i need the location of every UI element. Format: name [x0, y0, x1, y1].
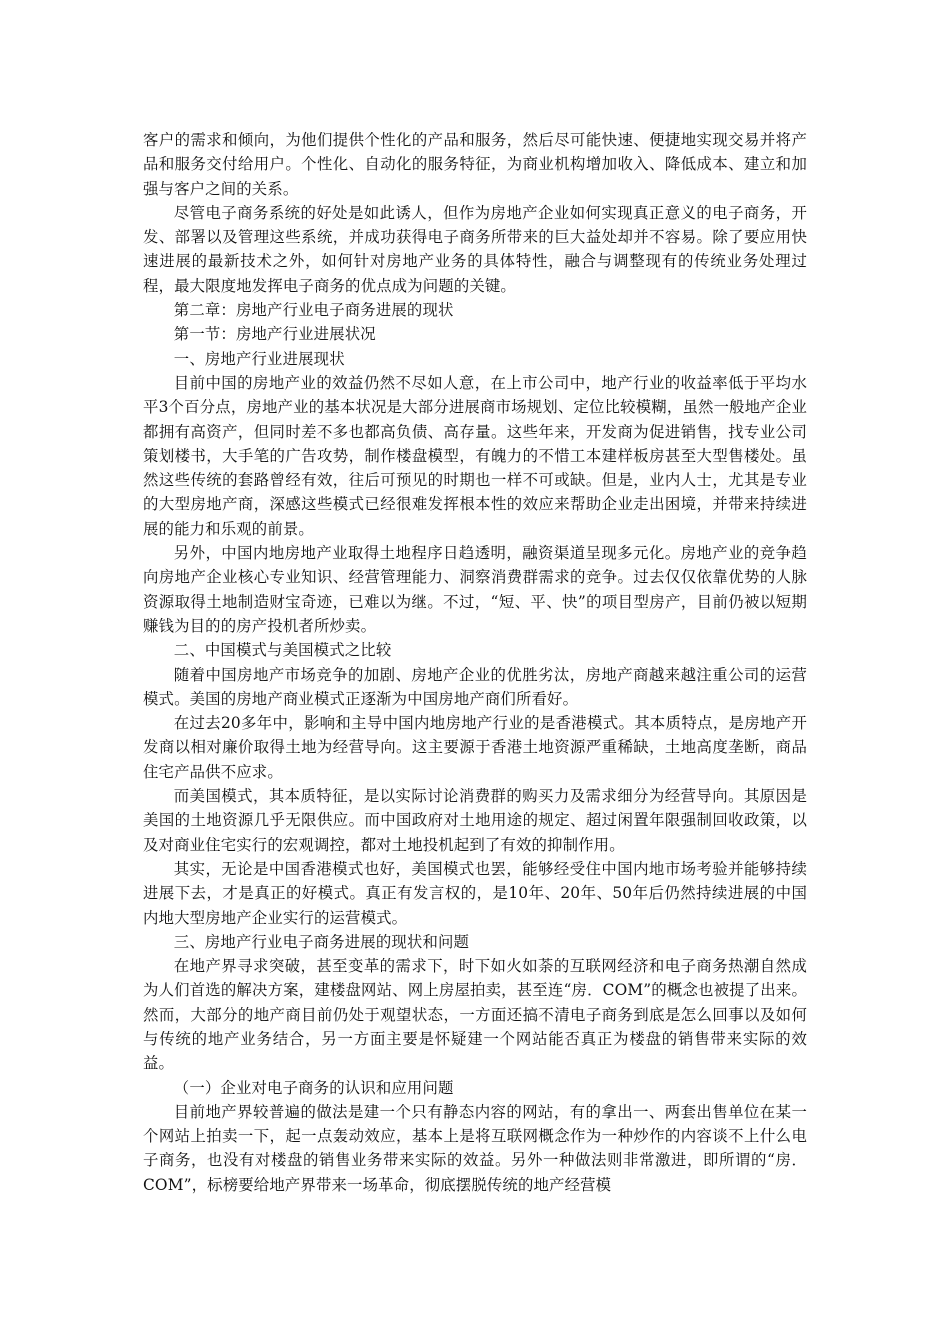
- subsection-heading-2: 二、中国模式与美国模式之比较: [173, 641, 392, 660]
- paragraph-7: 而美国模式，其本质特征，是以实际讨论消费群的购买力及需求细分为经营导向。其原因是美国的土地资源几乎无限供应。而中国政府对土地用途的规定、超过闲置年限强制回收政策，以及对商业住宅实行的宏观调控，都对土地投机起到了有效的抑制作用。: [143, 787, 807, 854]
- paragraph-9: 在地产界寻求突破，甚至变革的需求下，时下如火如荼的互联网经济和电子商务热潮自然成为人们首选的解决方案，建楼盘网站、网上房屋拍卖，甚至连“房．COM”的概念也被提了出来。然而，大部分的地产商目前仍处于观望状态，一方面还搞不清电子商务到底是怎么回事以及如何与传统的地产业务结合，另一方面主要是怀疑建一个网站能否真正为楼盘的销售带来实际的效益。: [143, 957, 807, 1073]
- item-heading-1: （一）企业对电子商务的认识和应用问题: [173, 1078, 454, 1097]
- chapter-heading: 第二章：房地产行业电子商务进展的现状: [173, 301, 454, 320]
- paragraph-8: 其实，无论是中国香港模式也好，美国模式也罢，能够经受住中国内地市场考验并能够持续进展下去，才是真正的好模式。真正有发言权的，是10年、20年、50年后仍然持续进展的中国内地大型房地产企业实行的运营模式。: [143, 859, 807, 927]
- paragraph-6: 在过去20多年中，影响和主导中国内地房地产行业的是香港模式。其本质特点，是房地产开发商以相对廉价取得土地为经营导向。这主要源于香港土地资源严重稀缺，土地高度垄断，商品住宅产品供不应求。: [143, 714, 807, 781]
- paragraph-10: 目前地产界较普遍的做法是建一个只有静态内容的网站，有的拿出一、两套出售单位在某一个网站上拍卖一下，起一点轰动效应，基本上是将互联网概念作为一种炒作的内容谈不上什么电子商务，也没有对楼盘的销售业务带来实际的效益。另外一种做法则非常激进，即所谓的“房．COM”，标榜要给地产界带来一场革命，彻底摆脱传统的地产经营模: [143, 1102, 807, 1194]
- paragraph-5: 随着中国房地产市场竞争的加剧、房地产企业的优胜劣汰，房地产商越来越注重公司的运营模式。美国的房地产商业模式正逐渐为中国房地产商们所看好。: [143, 665, 807, 708]
- subsection-heading-3: 三、房地产行业电子商务进展的现状和问题: [173, 932, 470, 951]
- paragraph-3: 目前中国的房地产业的效益仍然不尽如人意，在上市公司中，地产行业的收益率低于平均水平3个百分点，房地产业的基本状况是大部分进展商市场规划、定位比较模糊，虽然一般地产企业都拥有高资产，但同时差不多也都高负债、高存量。这些年来，开发商为促进销售，找专业公司策划楼书，大手笔的广告攻势，制作楼盘模型，有魄力的不惜工本建样板房甚至大型售楼处。虽然这些传统的套路曾经有效，往后可预见的时期也一样不可或缺。但是，业内人士，尤其是专业的大型房地产商，深感这些模式已经很难发挥根本性的效应来帮助企业走出困境，并带来持续进展的能力和乐观的前景。: [143, 373, 807, 538]
- paragraph-2: 尽管电子商务系统的好处是如此诱人，但作为房地产企业如何实现真正意义的电子商务，开发、部署以及管理这些系统，并成功获得电子商务所带来的巨大益处却并不容易。除了要应用快速进展的最新技术之外，如何针对房地产业务的具体特性，融合与调整现有的传统业务处理过程，最大限度地发挥电子商务的优点成为问题的关键。: [143, 203, 807, 295]
- section-heading: 第一节：房地产行业进展状况: [173, 325, 376, 344]
- document-body: [143, 128, 807, 1197]
- paragraph-1: 客户的需求和倾向，为他们提供个性化的产品和服务，然后尽可能快速、便捷地实现交易并将产品和服务交付给用户。个性化、自动化的服务特征，为商业机构增加收入、降低成本、建立和加强与客户之间的关系。: [143, 131, 807, 198]
- paragraph-4: 另外，中国内地房地产业取得土地程序日趋透明，融资渠道呈现多元化。房地产业的竞争趋向房地产企业核心专业知识、经营管理能力、洞察消费群需求的竞争。过去仅仅依靠优势的人脉资源取得土地制造财宝奇迹，已难以为继。不过，“短、平、快”的项目型房产，目前仍被以短期赚钱为目的的房产投机者所炒卖。: [143, 544, 807, 635]
- subsection-heading-1: 一、房地产行业进展现状: [173, 349, 345, 368]
